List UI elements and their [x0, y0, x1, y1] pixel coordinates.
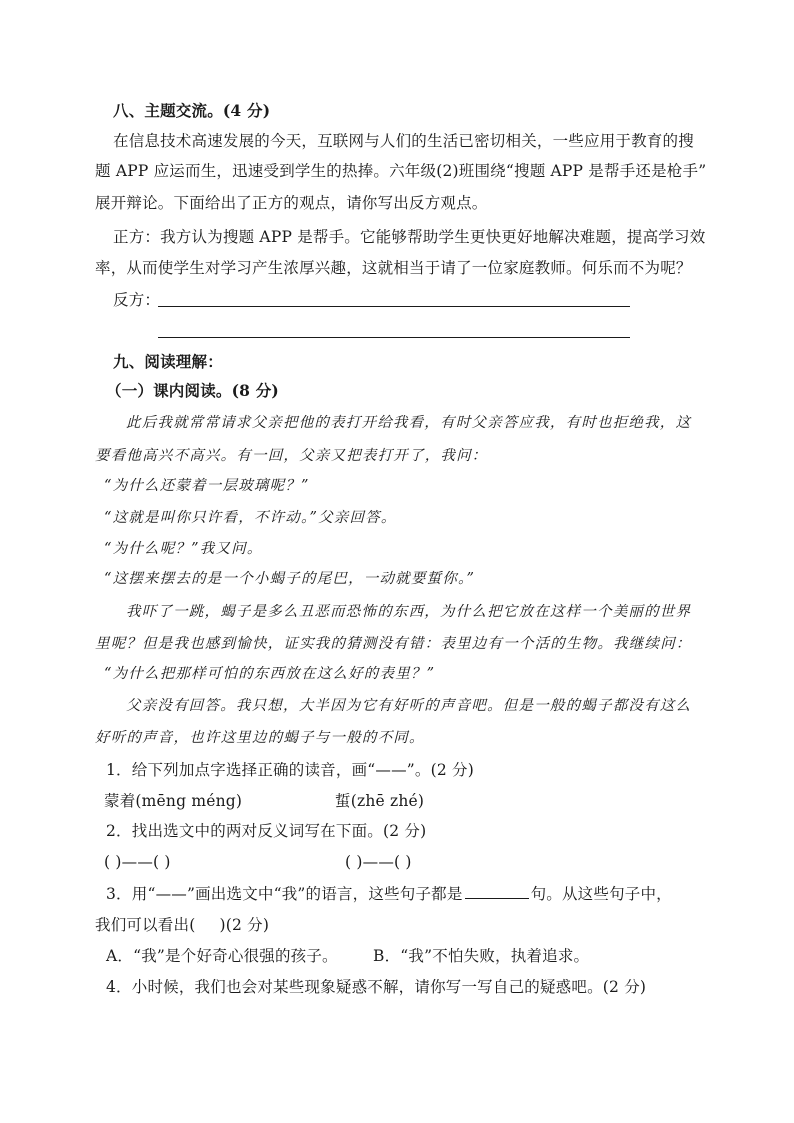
question-3-line-2	[95, 915, 269, 935]
question-3-option-a[interactable]: A．“我”是个好奇心很强的孩子。	[106, 947, 338, 965]
passage-p1-line2: 要看他高兴不高兴。有一回，父亲又把表打开了，我问：	[95, 448, 488, 464]
question-1: 1．给下列加点字选择正确的读音，画“——”。(2 分)	[106, 761, 474, 779]
question-1-item-b[interactable]: 蜇(zhē zhé)	[335, 792, 425, 810]
passage-quote-5: “为什么把那样可怕的东西放在这么好的表里？”	[104, 666, 436, 682]
passage-quote-1: “为什么还蒙着一层玻璃呢？”	[104, 478, 310, 494]
question-3	[106, 884, 672, 904]
question-3-text-b: 句。从这些句子中，	[530, 885, 672, 903]
answer-line-2[interactable]	[158, 337, 630, 338]
question-3-option-b[interactable]: B．“我”不怕失败，执着追求。	[373, 947, 590, 965]
passage-quote-2: “这就是叫你只许看，不许动。”父亲回答。	[104, 510, 397, 526]
question-1-item-a[interactable]: 蒙着(mēng méng)	[104, 792, 243, 810]
question-2-pair-1[interactable]: ( )——( )	[104, 853, 171, 871]
section-9-heading: 九、阅读理解：	[113, 352, 223, 371]
answer-label: 反方：	[113, 291, 161, 309]
passage-quote-4: “这摆来摆去的是一个小蝎子的尾巴，一动就要蜇你。”	[104, 571, 476, 587]
section-8-para2-line1: 正方：我方认为搜题 APP 是帮手。它能够帮助学生更快更好地解决难题，提高学习效	[113, 228, 706, 246]
question-3-text-a: 3．用“——”画出选文中“我”的语言，这些句子都是	[106, 885, 463, 903]
question-3-line2-b: )(2 分)	[219, 916, 270, 934]
answer-line-1[interactable]	[158, 306, 630, 307]
passage-p3-line1: 父亲没有回答。我只想，大半因为它有好听的声音吧。但是一般的蝎子都没有这么	[126, 698, 692, 714]
question-3-line2-a: 我们可以看出(	[95, 916, 196, 934]
passage-p2-line2: 里呢？但是我也感到愉快，证实我的猜测没有错：表里边有一个活的生物。我继续问：	[95, 636, 692, 652]
passage-quote-3: “为什么呢？”我又问。	[104, 541, 263, 557]
section-8-para1-line2: 题 APP 应运而生，迅速受到学生的热捧。六年级(2)班围绕“搜题 APP 是帮手还是枪手”	[95, 162, 707, 180]
section-8-heading: 八、主题交流。(4 分)	[113, 101, 271, 120]
question-4: 4．小时候，我们也会对某些现象疑惑不解，请你写一写自己的疑惑吧。(2 分)	[106, 978, 647, 996]
section-8-para2-line2: 率，从而使学生对学习产生浓厚兴趣，这就相当于请了一位家庭教师。何乐而不为呢？	[95, 259, 692, 277]
section-9-subheading: （一）课内阅读。(8 分)	[106, 381, 279, 400]
question-2: 2．找出选文中的两对反义词写在下面。(2 分)	[106, 822, 427, 840]
section-8-para1-line1: 在信息技术高速发展的今天，互联网与人们的生活已密切相关，一些应用于教育的搜	[113, 132, 694, 150]
section-8-para1-line3: 展开辩论。下面给出了正方的观点，请你写出反方观点。	[95, 194, 488, 212]
passage-p3-line2: 好听的声音，也许这里边的蝎子与一般的不同。	[95, 730, 425, 746]
passage-p1-line1: 此后我就常常请求父亲把他的表打开给我看，有时父亲答应我，有时也拒绝我，这	[126, 415, 692, 431]
question-2-pair-2[interactable]: ( )——( )	[345, 853, 412, 871]
passage-p2-line1: 我吓了一跳，蝎子是多么丑恶而恐怖的东西，为什么把它放在这样一个美丽的世界	[126, 604, 692, 620]
question-3-blank[interactable]	[465, 884, 529, 899]
